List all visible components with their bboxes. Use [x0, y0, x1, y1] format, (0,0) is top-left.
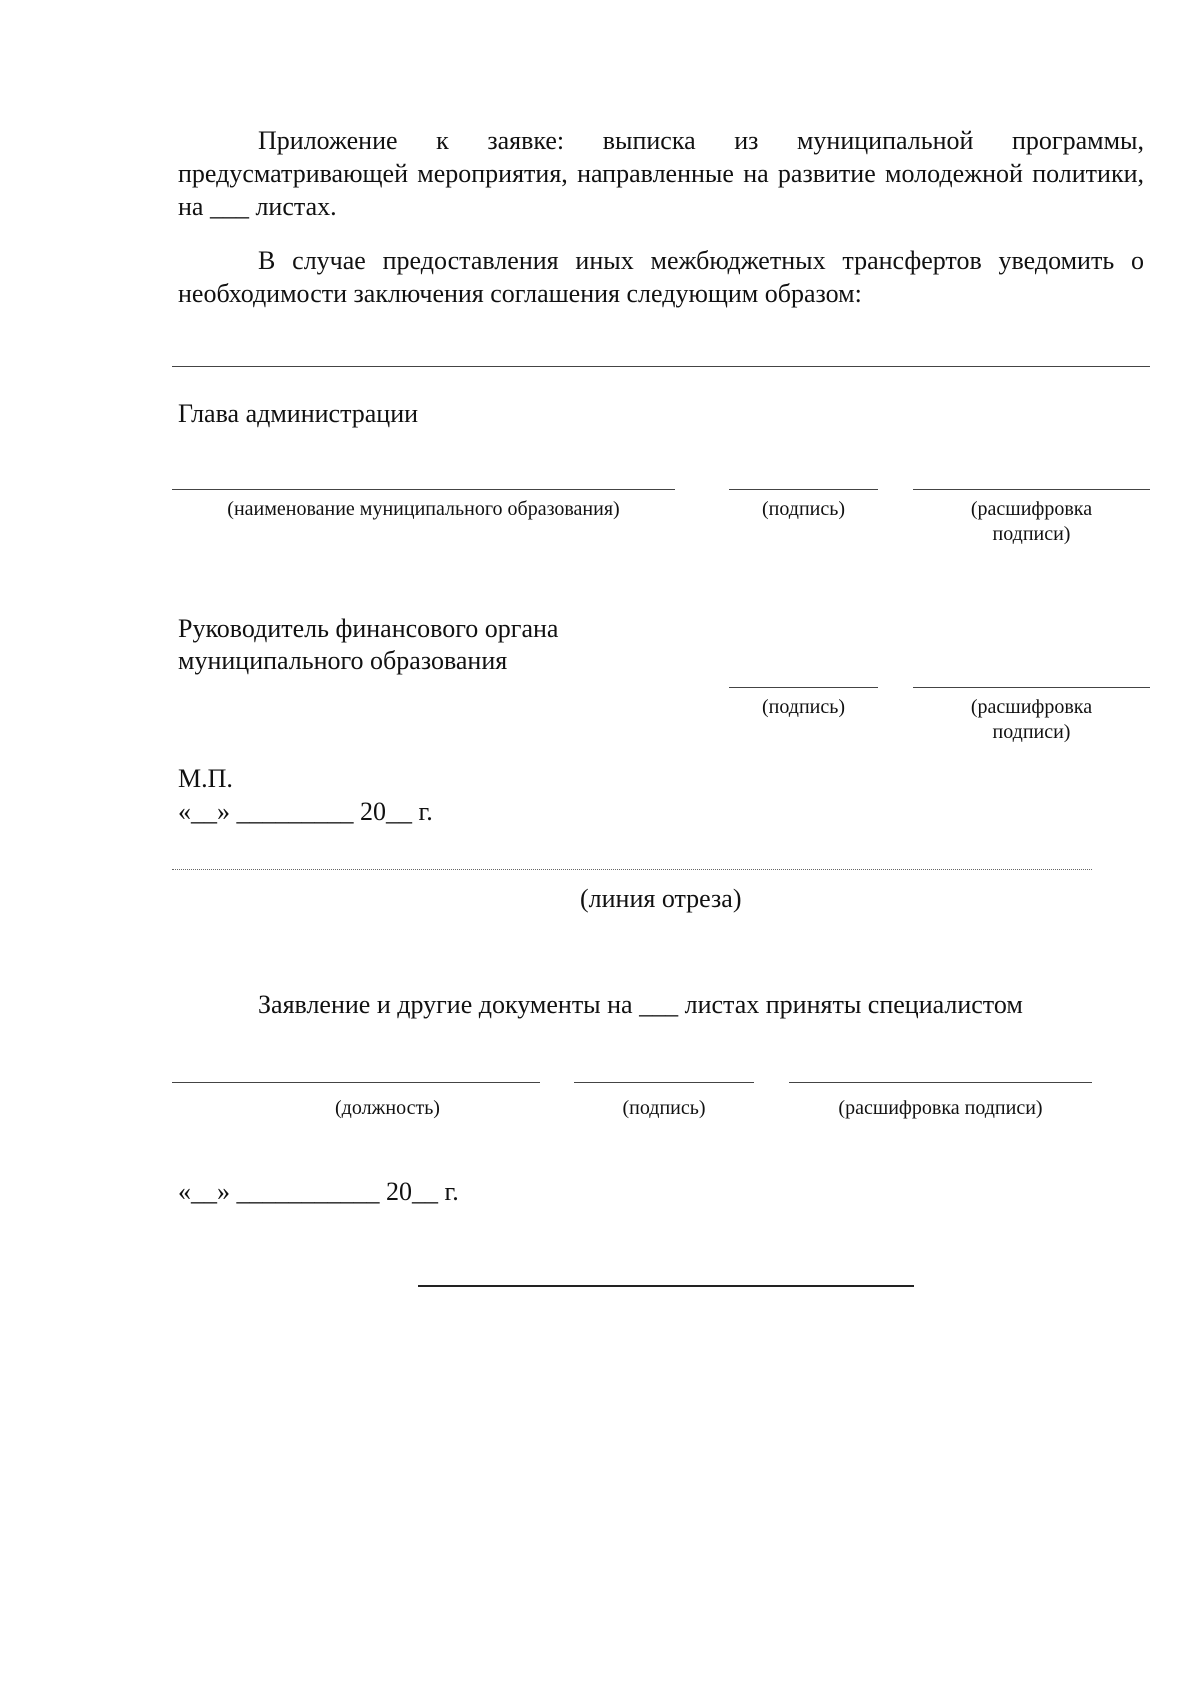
closing-rule	[418, 1285, 914, 1287]
cut-dotted-line	[172, 869, 1092, 870]
head-admin-title: Глава администрации	[178, 399, 419, 428]
receipt-date-line[interactable]: «__» ___________ 20__ г.	[178, 1177, 459, 1206]
head-admin-decoding-caption: (расшифровка подписи)	[970, 498, 1093, 545]
notice-fill-line[interactable]	[172, 366, 1150, 367]
municipality-name-line[interactable]	[172, 489, 675, 490]
receipt-statement: Заявление и другие документы на ___ листах приняты специалистом	[258, 990, 1023, 1019]
receipt-position-caption: (должность)	[335, 1097, 440, 1119]
receipt-decoding-line[interactable]	[789, 1082, 1092, 1083]
attachment-paragraph: Приложение к заявке: выписка из муниципальной программы, предусматривающей мероприятия, направленные на развитие молодежной политики, на ___ листах.	[178, 126, 1144, 221]
receipt-decoding-caption: (расшифровка подписи)	[838, 1097, 1043, 1119]
receipt-signature-caption: (подпись)	[622, 1097, 706, 1119]
head-admin-signature-line[interactable]	[729, 489, 878, 490]
finance-head-title-line1: Руководитель финансового органа	[178, 614, 559, 643]
stamp-date-line[interactable]: «__» _________ 20__ г.	[178, 797, 433, 826]
head-admin-decoding-line[interactable]	[913, 489, 1150, 490]
municipality-name-caption: (наименование муниципального образования)	[227, 498, 620, 520]
finance-head-signature-caption: (подпись)	[761, 696, 846, 718]
head-admin-signature-caption: (подпись)	[761, 498, 846, 520]
receipt-position-line[interactable]	[172, 1082, 540, 1083]
finance-head-decoding-caption: (расшифровка подписи)	[970, 696, 1093, 743]
notice-paragraph: В случае предоставления иных межбюджетных трансфертов уведомить о необходимости заключения соглашения следующим образом:	[178, 246, 1144, 308]
finance-head-decoding-line[interactable]	[913, 687, 1150, 688]
stamp-mark: М.П.	[178, 764, 233, 793]
cut-line-label: (линия отреза)	[580, 884, 742, 913]
finance-head-signature-line[interactable]	[729, 687, 878, 688]
finance-head-title-line2: муниципального образования	[178, 646, 508, 675]
receipt-signature-line[interactable]	[574, 1082, 754, 1083]
